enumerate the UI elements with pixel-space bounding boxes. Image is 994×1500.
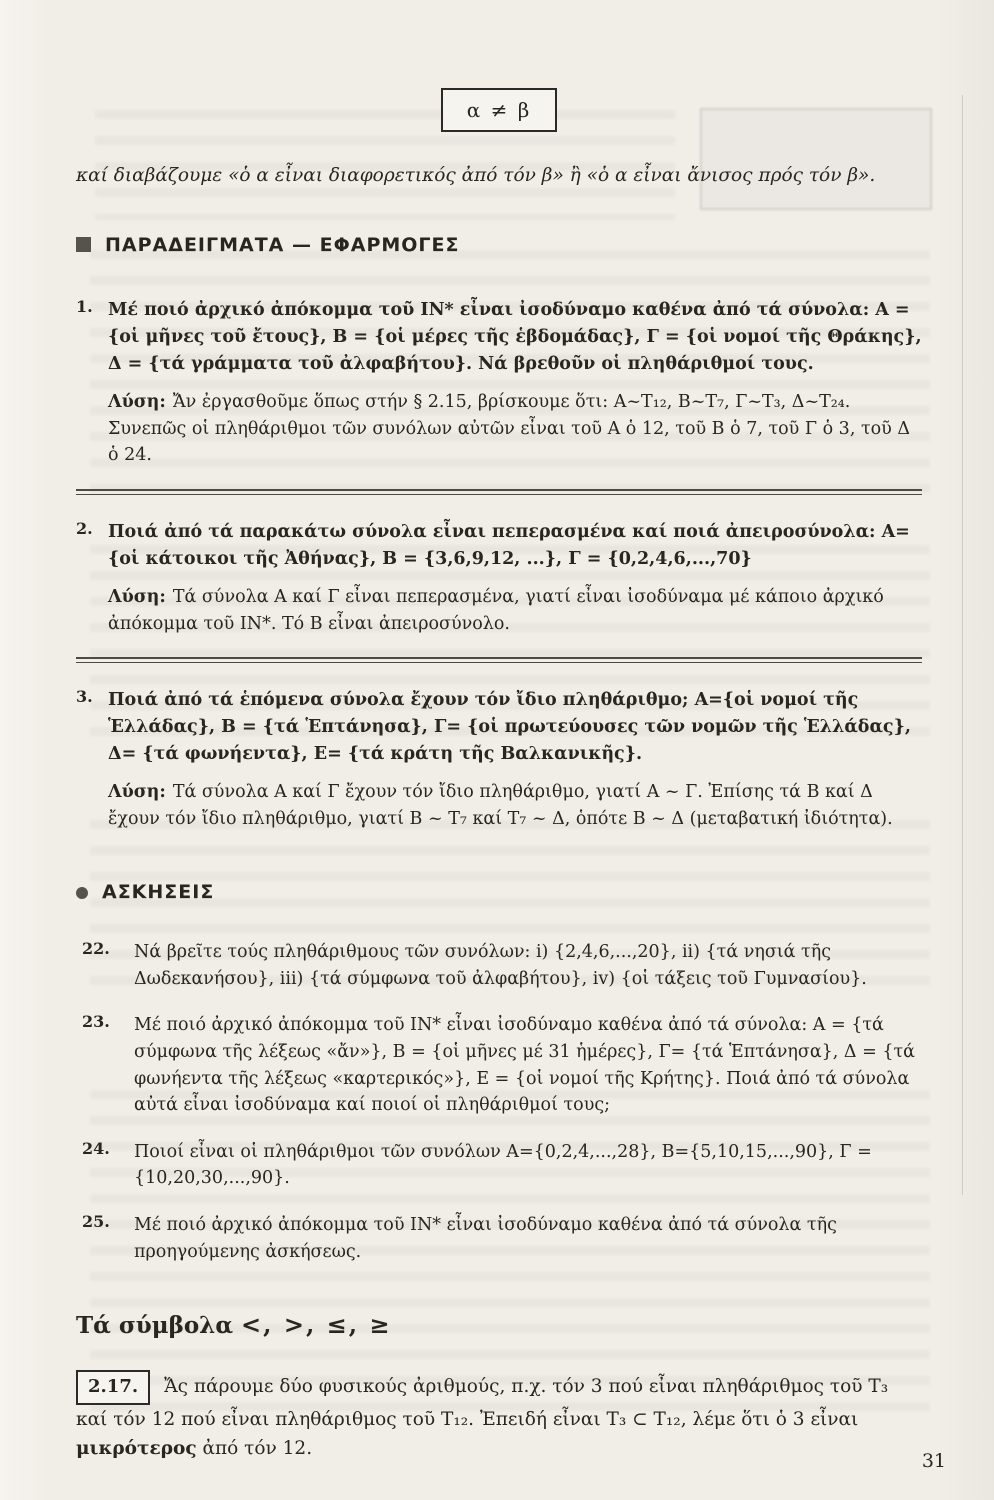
circle-marker-icon xyxy=(76,887,88,899)
numbered-box-2-17: 2.17. xyxy=(76,1370,150,1405)
example-statement: Ποιά ἀπό τά παρακάτω σύνολα εἶναι πεπερασμένα καί ποιά ἀπειροσύνολα: Α= {οἱ κάτοικοι τῆς Ἀθήνας}, Β = {3,6,9,12, ...}, Γ = {0,2,4,6,...,70} xyxy=(108,521,910,569)
example-number: 3. xyxy=(76,687,93,707)
solution-label: Λύση: xyxy=(108,782,166,803)
example-solution xyxy=(108,779,922,832)
example-item-1 xyxy=(76,297,922,469)
paragraph-2-17 xyxy=(76,1370,922,1464)
exercise-text: Μέ ποιό ἀρχικό ἀπόκομμα τοῦ ΙΝ* εἶναι ἰσοδύναμο καθένα ἀπό τά σύνολα τῆς προηγούμενης ἀσκήσεως. xyxy=(134,1214,837,1262)
example-statement: Μέ ποιό ἀρχικό ἀπόκομμα τοῦ ΙΝ* εἶναι ἰσοδύναμο καθένα ἀπό τά σύνολα: Α = {οἱ μῆνες τοῦ ἔτους}, Β = {οἱ μέρες τῆς ἑβδομάδας}, Γ = {οἱ νομοί τῆς Θράκης}, Δ = {τά γράμματα τοῦ ἀλφαβήτου}. Νά βρεθοῦν οἱ πληθάριθμοί τους. xyxy=(108,300,922,374)
page-number: 31 xyxy=(921,1450,946,1472)
example-item-3 xyxy=(76,687,922,832)
exercise-item-24 xyxy=(76,1139,922,1192)
exercise-item-25 xyxy=(76,1212,922,1265)
examples-section-title: ΠΑΡΑΔΕΙΓΜΑΤΑ — ΕΦΑΡΜΟΓΕΣ xyxy=(105,233,460,256)
example-number: 2. xyxy=(76,518,93,538)
exercise-number: 23. xyxy=(82,1012,110,1032)
exercise-text: Νά βρεῖτε τούς πληθάριθμους τῶν συνόλων: i) {2,4,6,...,20}, ii) {τά νησιά τῆς Δωδεκανήσου}, iii) {τά σύμφωνα τοῦ ἀλφαβήτου}, iv) {οἱ τάξεις τοῦ Γυμνασίου}. xyxy=(134,942,867,989)
exercise-item-23 xyxy=(76,1012,922,1118)
paragraph-text-end: ἀπό τόν 12. xyxy=(196,1438,313,1460)
example-solution xyxy=(108,584,922,637)
symbols-heading-text: Τά σύμβολα xyxy=(76,1312,234,1340)
intro-paragraph: καί διαβάζουμε «ὁ α εἶναι διαφορετικός ἀπό τόν β» ἢ «ὁ α εἶναι ἄνισος πρός τόν β». xyxy=(76,165,876,187)
solution-text: Ἄν ἐργασθοῦμε ὅπως στήν § 2.15, βρίσκουμε ὅτι: Α~Τ₁₂, Β~Τ₇, Γ~Τ₃, Δ~Τ₂₄. Συνεπῶς οἱ πληθάριθμοι τῶν συνόλων αὐτῶν εἶναι τοῦ Α ὁ 12, τοῦ Β ὁ 7, τοῦ Γ ὁ 3, τοῦ Δ ὁ 24. xyxy=(108,392,911,466)
example-statement: Ποιά ἀπό τά ἑπόμενα σύνολα ἔχουν τόν ἴδιο πληθάριθμο; Α={οἱ νομοί τῆς Ἑλλάδας}, Β = {τά Ἑπτάνησα}, Γ= {οἱ πρωτεύουσες τῶν νομῶν τῆς Ἑλλάδας}, Δ= {τά φωνήεντα}, Ε= {τά κράτη τῆς Βαλκανικῆς}. xyxy=(108,690,911,764)
bold-term: μικρότερος xyxy=(76,1438,197,1460)
section-divider xyxy=(76,657,922,663)
exercise-number: 24. xyxy=(82,1138,110,1158)
symbols-list: <, >, ≤, ≥ xyxy=(241,1310,392,1340)
exercises-section-title: ΑΣΚΗΣΕΙΣ xyxy=(102,881,215,904)
section-divider xyxy=(76,489,922,495)
paragraph-text: Ἄς πάρουμε δύο φυσικούς ἀριθμούς, π.χ. τόν 3 πού εἶναι πληθάριθμος τοῦ Τ₃ καί τόν 12 πού εἶναι πληθάριθμος τοῦ Τ₁₂. Ἐπειδή εἶναι Τ₃ ⊂ Τ₁₂, λέμε ὅτι ὁ 3 εἶναι xyxy=(76,1376,889,1430)
solution-text: Τά σύνολα Α καί Γ εἶναι πεπερασμένα, γιατί εἶναι ἰσοδύναμα μέ κάποιο ἀρχικό ἀπόκομμα τοῦ ΙΝ*. Τό Β εἶναι ἀπειροσύνολο. xyxy=(108,587,884,634)
symbols-heading xyxy=(76,1307,922,1344)
exercise-number: 22. xyxy=(82,939,110,959)
exercise-text: Μέ ποιό ἀρχικό ἀπόκομμα τοῦ ΙΝ* εἶναι ἰσοδύναμο καθένα ἀπό τά σύνολα: Α = {τά σύμφωνα τῆς λέξεως «ἄν»}, Β = {οἱ μῆνες μέ 31 ἡμέρες}, Γ= {τά Ἑπτάνησα}, Δ = {τά φωνήεντα τῆς λέξεως «καρτερικός»}, Ε = {οἱ νομοί τῆς Κρήτης}. Ποιά ἀπό τά σύνολα αὐτά εἶναι ἰσοδύναμα καί ποιοί οἱ πληθάριθμοί τους; xyxy=(134,1015,915,1116)
exercise-text: Ποιοί εἶναι οἱ πληθάριθμοι τῶν συνόλων Α={0,2,4,...,28}, Β={5,10,15,...,90}, Γ = {10,20,30,...,90}. xyxy=(134,1141,872,1189)
solution-label: Λύση: xyxy=(108,392,166,413)
examples-section-header xyxy=(76,231,922,260)
exercise-number: 25. xyxy=(82,1211,110,1231)
example-item-2 xyxy=(76,519,922,637)
formula-text: α ≠ β xyxy=(466,98,532,122)
formula-box xyxy=(441,88,558,132)
example-solution xyxy=(108,389,922,469)
solution-text: Τά σύνολα Α καί Γ ἔχουν τόν ἴδιο πληθάριθμο, γιατί Α ~ Γ. Ἐπίσης τά Β καί Δ ἔχουν τόν ἴδιο πληθάριθμο, γιατί Β ~ Τ₇ καί Τ₇ ~ Δ, ὁπότε Β ~ Δ (μεταβατική ἰδιότητα). xyxy=(108,782,893,829)
exercises-section-header xyxy=(76,878,922,907)
exercise-item-22 xyxy=(76,939,922,992)
example-number: 1. xyxy=(76,297,93,317)
square-marker-icon xyxy=(76,237,91,252)
solution-label: Λύση: xyxy=(108,587,166,608)
